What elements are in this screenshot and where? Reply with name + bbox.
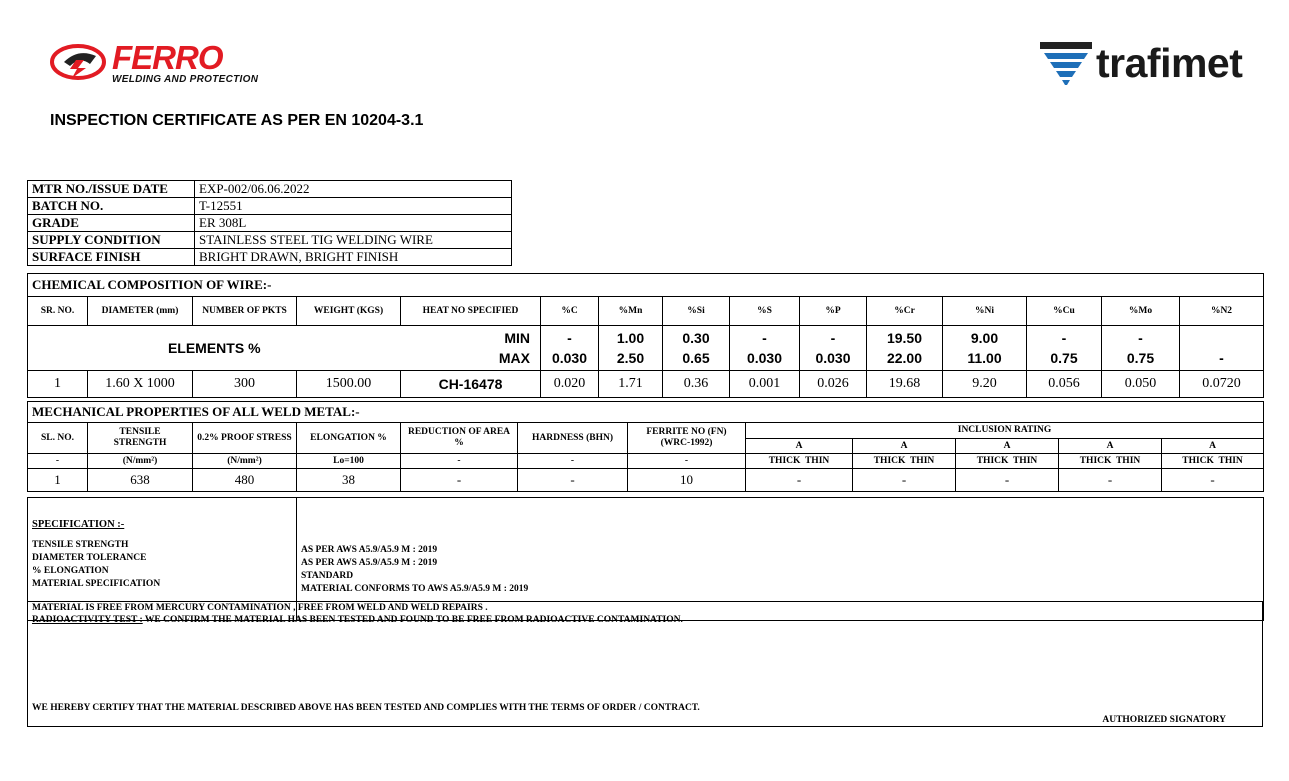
mech-header-cell: SL. NO.	[28, 423, 88, 454]
mech-value-cell: -	[518, 469, 628, 492]
chem-value-cell: 9.20	[943, 371, 1027, 398]
chem-header-cell: %N2	[1180, 297, 1264, 326]
info-value: EXP-002/06.06.2022	[195, 181, 512, 198]
chem-value-cell: 0.050	[1102, 371, 1180, 398]
min-label: MIN	[504, 330, 530, 346]
chem-header-cell: %C	[541, 297, 599, 326]
info-key: SUPPLY CONDITION	[28, 232, 195, 249]
chem-header-cell: %S	[730, 297, 800, 326]
mech-value-cell: 38	[297, 469, 401, 492]
chem-value-cell: 1.60 X 1000	[88, 371, 193, 398]
min-max-label	[401, 326, 541, 371]
chem-value-cell: 0.001	[730, 371, 800, 398]
mech-value-cell: -	[1162, 469, 1264, 492]
chem-header-cell: %Cr	[867, 297, 943, 326]
chemical-section-title: CHEMICAL COMPOSITION OF WIRE:-	[28, 274, 1264, 297]
notes-cell	[28, 602, 1263, 727]
chem-value-cell: 300	[193, 371, 297, 398]
chem-value-cell: 0.026	[800, 371, 867, 398]
trafimet-logo-text: trafimet	[1096, 40, 1243, 86]
mech-value-cell: 1	[28, 469, 88, 492]
thick-thin-label: THICK THIN	[956, 454, 1059, 469]
info-row	[28, 181, 512, 198]
radioactivity-label: RADIOACTIVITY TEST :	[32, 615, 143, 625]
info-key: BATCH NO.	[28, 198, 195, 215]
min-max-cell	[800, 326, 867, 371]
mechanical-section-title: MECHANICAL PROPERTIES OF ALL WELD METAL:-	[28, 402, 1264, 423]
min-value: -	[567, 330, 572, 346]
mech-header-cell: REDUCTION OF AREA %	[401, 423, 518, 454]
spec-label: MATERIAL SPECIFICATION	[32, 579, 161, 589]
min-value: 19.50	[886, 330, 923, 346]
mech-header-cell: ELONGATION %	[297, 423, 401, 454]
info-row	[28, 249, 512, 266]
mercury-note: MATERIAL IS FREE FROM MERCURY CONTAMINATION , FREE FROM WELD AND WELD REPAIRS .	[32, 603, 488, 613]
max-value: 0.030	[746, 350, 783, 366]
certification-statement: WE HEREBY CERTIFY THAT THE MATERIAL DESCRIBED ABOVE HAS BEEN TESTED AND COMPLIES WITH THE TERMS OF ORDER / CONTRACT.	[32, 703, 700, 713]
certificate-info-table	[27, 180, 512, 266]
spec-value: AS PER AWS A5.9/A5.9 M : 2019	[301, 545, 438, 555]
mech-value-cell: -	[1059, 469, 1162, 492]
inclusion-col-header: A	[1059, 439, 1162, 454]
radioactivity-text: WE CONFIRM THE MATERIAL HAS BEEN TESTED AND FOUND TO BE FREE FROM RADIOACTIVE CONTAMINATION.	[142, 615, 683, 625]
info-key: SURFACE FINISH	[28, 249, 195, 266]
chem-header-cell: %Cu	[1027, 297, 1102, 326]
chem-value-cell: 1500.00	[297, 371, 401, 398]
min-max-cell	[599, 326, 663, 371]
ferro-logo-text: FERRO	[112, 39, 223, 76]
mech-unit-cell: -	[28, 454, 88, 469]
chem-value-cell: 0.056	[1027, 371, 1102, 398]
max-value: -	[1219, 350, 1224, 366]
spec-value: AS PER AWS A5.9/A5.9 M : 2019	[301, 558, 438, 568]
inclusion-col-header: A	[853, 439, 956, 454]
radioactivity-note	[32, 614, 1258, 626]
info-value: T-12551	[195, 198, 512, 215]
chem-header-cell: %P	[800, 297, 867, 326]
max-label: MAX	[498, 350, 530, 366]
thick-thin-label: THICK THIN	[1162, 454, 1264, 469]
max-value: 0.030	[551, 350, 588, 366]
spec-value: STANDARD	[301, 571, 354, 581]
chem-value-cell: 1.71	[599, 371, 663, 398]
mech-value-cell: -	[401, 469, 518, 492]
mech-unit-cell: Lo=100	[297, 454, 401, 469]
min-value: -	[830, 330, 836, 346]
chem-header-cell: HEAT NO SPECIFIED	[401, 297, 541, 326]
info-value: BRIGHT DRAWN, BRIGHT FINISH	[195, 249, 512, 266]
thick-thin-label: THICK THIN	[853, 454, 956, 469]
mech-header-cell: TENSILE STRENGTH	[88, 423, 193, 454]
min-max-cell	[867, 326, 943, 371]
min-value: -	[762, 330, 767, 346]
ferro-logo-icon	[50, 42, 108, 82]
elements-label: ELEMENTS %	[28, 326, 401, 371]
mech-unit-cell: (N/mm²)	[193, 454, 297, 469]
trafimet-logo-icon	[1040, 40, 1092, 86]
chem-value-cell: CH-16478	[401, 371, 541, 398]
chem-header-cell: WEIGHT (KGS)	[297, 297, 401, 326]
min-max-cell	[943, 326, 1027, 371]
info-value: ER 308L	[195, 215, 512, 232]
notes-table	[27, 601, 1263, 727]
chem-header-cell: DIAMETER (mm)	[88, 297, 193, 326]
mech-header-cell: HARDNESS (BHN)	[518, 423, 628, 454]
chem-header-cell: %Si	[663, 297, 730, 326]
thick-thin-label: THICK THIN	[746, 454, 853, 469]
info-value: STAINLESS STEEL TIG WELDING WIRE	[195, 232, 512, 249]
inclusion-col-header: A	[1162, 439, 1264, 454]
spec-label: TENSILE STRENGTH	[32, 540, 129, 550]
inclusion-rating-header: INCLUSION RATING	[746, 423, 1264, 439]
chem-header-cell: %Mo	[1102, 297, 1180, 326]
mech-unit-cell: (N/mm²)	[88, 454, 193, 469]
mech-unit-cell: -	[401, 454, 518, 469]
max-value: 2.50	[616, 350, 645, 366]
chem-header-cell: SR. NO.	[28, 297, 88, 326]
chem-header-cell: %Mn	[599, 297, 663, 326]
spec-label: DIAMETER TOLERANCE	[32, 553, 147, 563]
min-max-cell	[541, 326, 599, 371]
info-key: GRADE	[28, 215, 195, 232]
max-value: 22.00	[886, 350, 923, 366]
chem-value-cell: 0.36	[663, 371, 730, 398]
min-value: 1.00	[616, 330, 645, 346]
max-value: 0.75	[1126, 350, 1155, 366]
info-row	[28, 198, 512, 215]
min-max-cell	[663, 326, 730, 371]
authorized-signatory: AUTHORIZED SIGNATORY	[1102, 715, 1226, 725]
chem-value-cell: 1	[28, 371, 88, 398]
chem-header-cell: %Ni	[943, 297, 1027, 326]
inclusion-col-header: A	[746, 439, 853, 454]
mech-unit-cell: -	[628, 454, 746, 469]
spec-value: MATERIAL CONFORMS TO AWS A5.9/A5.9 M : 2019	[301, 584, 529, 594]
max-value: 0.030	[815, 350, 851, 366]
min-value: 0.30	[682, 330, 710, 346]
info-key: MTR NO./ISSUE DATE	[28, 181, 195, 198]
chem-value-cell: 19.68	[867, 371, 943, 398]
info-row	[28, 215, 512, 232]
spec-label: % ELONGATION	[32, 566, 109, 576]
certificate-title: INSPECTION CERTIFICATE AS PER EN 10204-3.1	[50, 112, 424, 129]
ferro-tagline: WELDING AND PROTECTION	[112, 74, 259, 85]
specification-title: SPECIFICATION :-	[32, 519, 125, 530]
mech-value-cell: -	[746, 469, 853, 492]
thick-thin-label: THICK THIN	[1059, 454, 1162, 469]
mech-value-cell: 480	[193, 469, 297, 492]
chem-value-cell: 0.020	[541, 371, 599, 398]
max-value: 11.00	[967, 350, 1002, 366]
min-max-cell	[1027, 326, 1102, 371]
max-value: 0.65	[682, 350, 710, 366]
min-value	[1184, 328, 1259, 348]
mech-unit-cell: -	[518, 454, 628, 469]
min-value: -	[1138, 330, 1143, 346]
min-value: -	[1061, 330, 1067, 346]
mechanical-properties-table	[27, 401, 1264, 492]
mech-value-cell: 638	[88, 469, 193, 492]
mech-header-cell: 0.2% PROOF STRESS	[193, 423, 297, 454]
mech-header-cell: FERRITE NO (FN) (WRC-1992)	[628, 423, 746, 454]
min-value: 9.00	[970, 330, 999, 346]
chemical-composition-table	[27, 273, 1264, 398]
min-max-cell	[1180, 326, 1264, 371]
inclusion-col-header: A	[956, 439, 1059, 454]
chem-value-cell: 0.0720	[1180, 371, 1264, 398]
mech-value-cell: -	[956, 469, 1059, 492]
min-max-cell	[730, 326, 800, 371]
info-row	[28, 232, 512, 249]
mech-value-cell: -	[853, 469, 956, 492]
min-max-cell	[1102, 326, 1180, 371]
max-value: 0.75	[1050, 350, 1078, 366]
chem-header-cell: NUMBER OF PKTS	[193, 297, 297, 326]
mech-value-cell: 10	[628, 469, 746, 492]
